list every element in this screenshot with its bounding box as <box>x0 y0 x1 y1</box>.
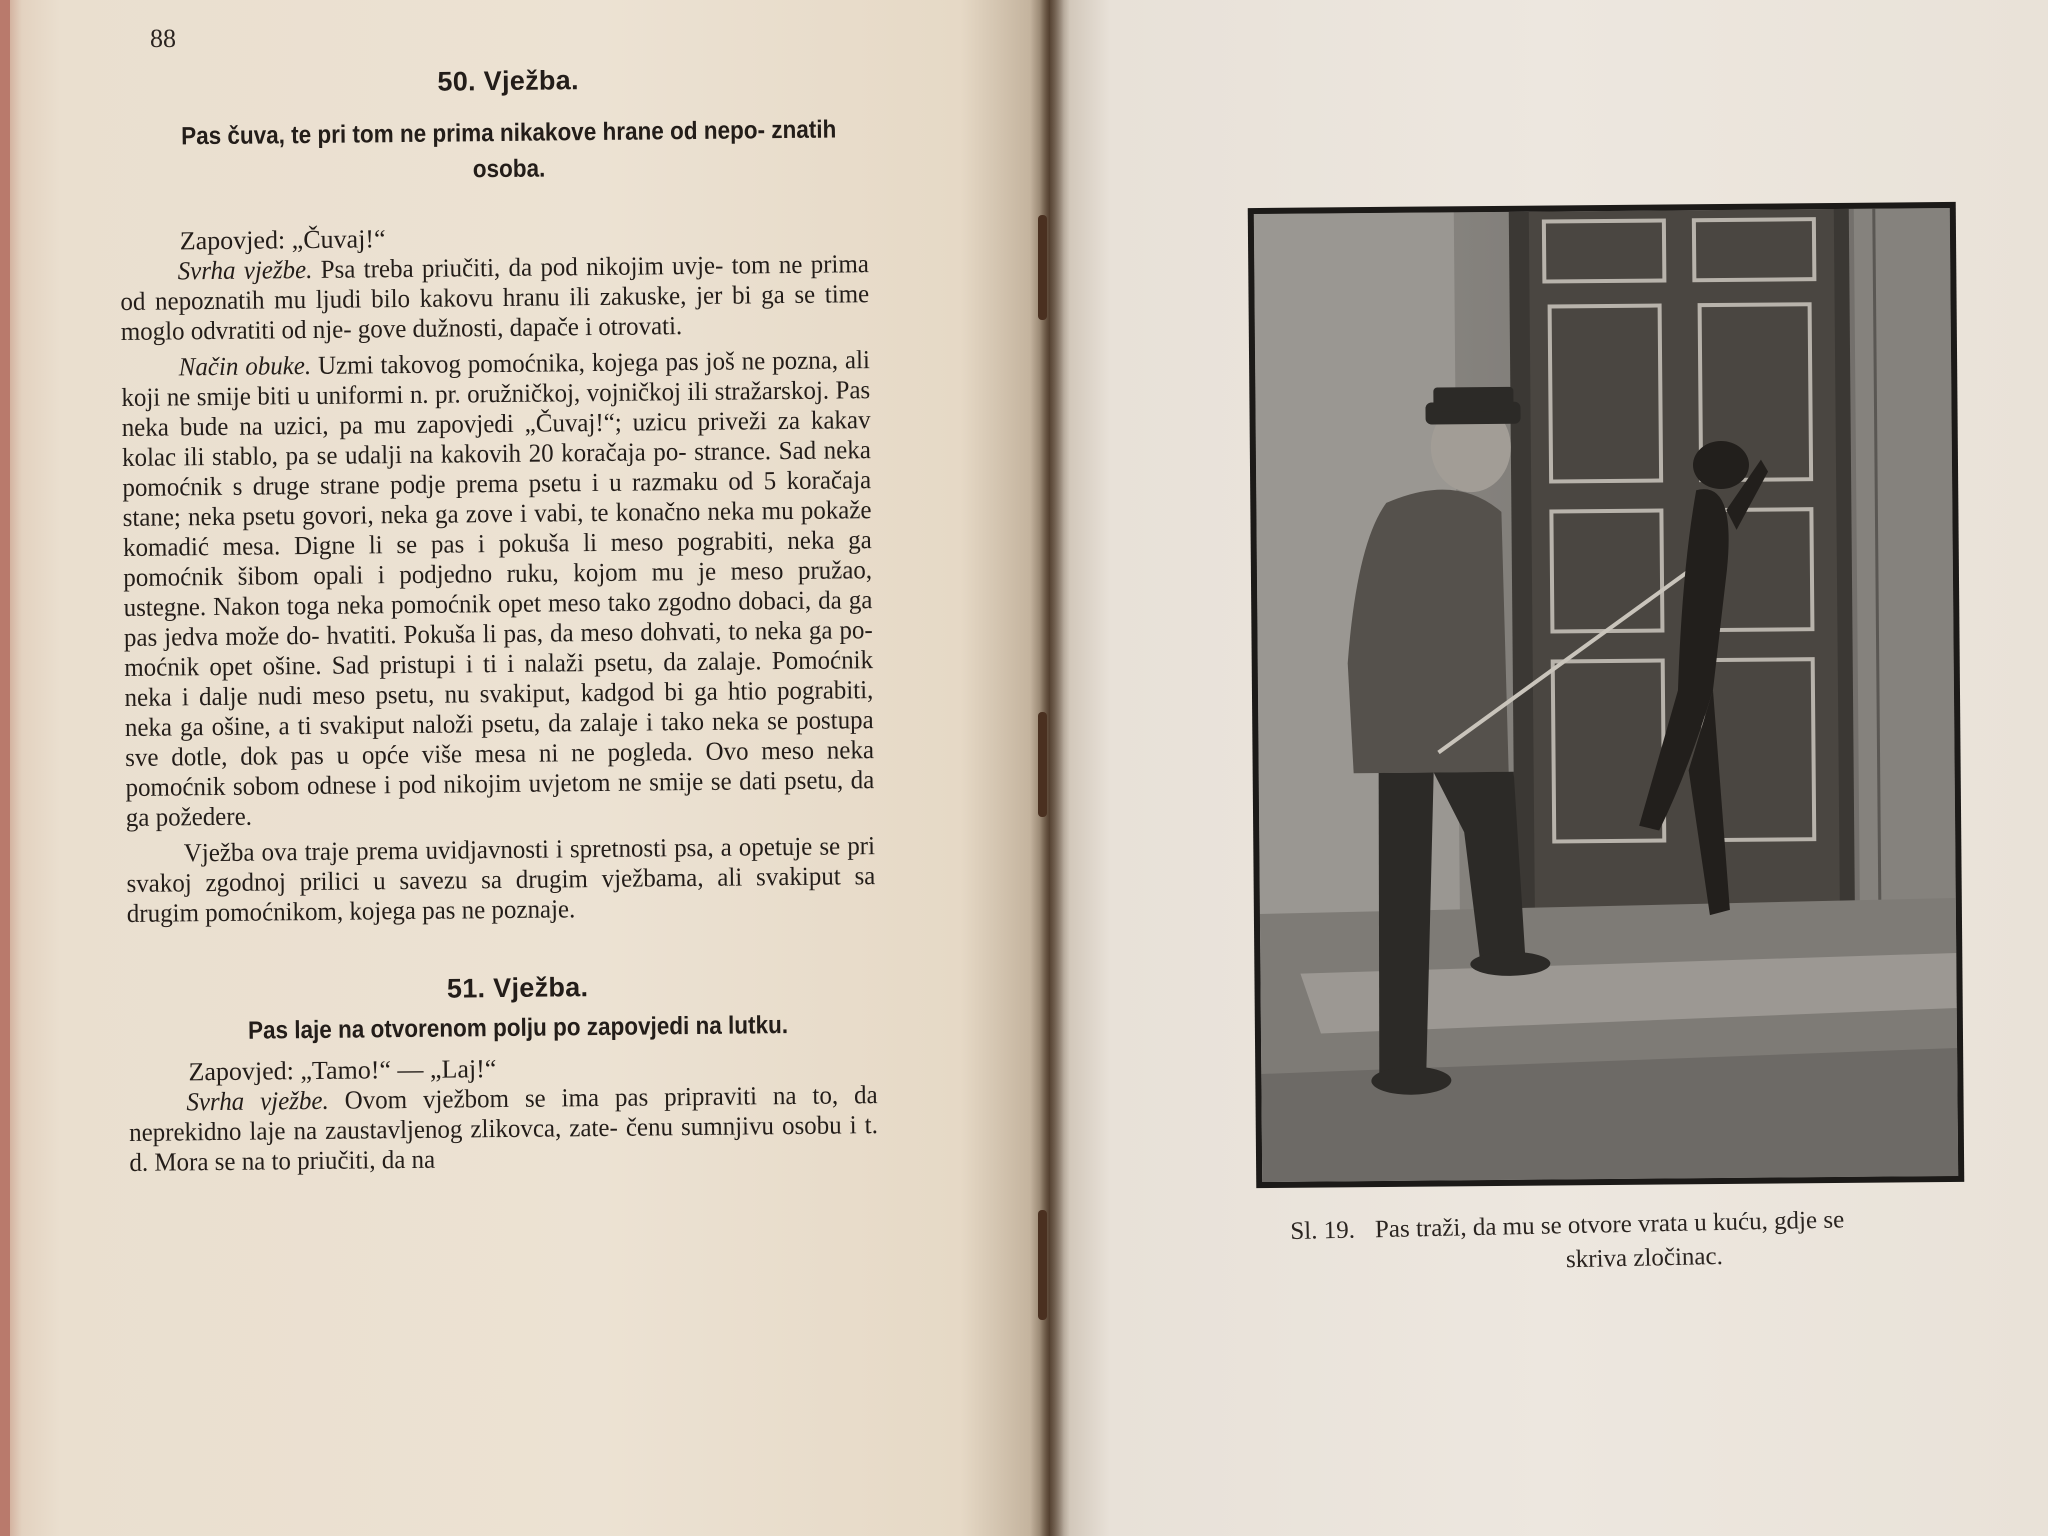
page-number: 88 <box>150 24 176 53</box>
section-51-command: Zapovjed: „Tamo!“ — „Laj!“ <box>188 1054 497 1087</box>
left-page-text <box>118 62 910 1178</box>
figure-photo <box>1248 202 1965 1188</box>
binding-stitch <box>1038 712 1047 817</box>
caption-label: Sl. 19. <box>1290 1216 1356 1245</box>
purpose-label: Svrha vježbe. <box>177 254 313 286</box>
purpose-text: Psa treba priučiti, da pod nikojim uvje- tom ne prima od nepoznatih mu ljudi bilo kakovu hranu ili zakuske, jer bi ga se time moglo odvratiti od nje- gove dužnosti, dapače i otrovati. <box>120 249 870 346</box>
purpose-text: Ovom vježbom se ima pas pripraviti na to, da neprekidno laje na zaustavljenog zlikovca, zate- čenu sumnjivu osobu i t. d. Mora se na to priučiti, da na <box>128 1080 879 1177</box>
section-50-method <box>121 345 875 833</box>
section-50-purpose <box>120 249 870 347</box>
binding-stitch <box>1038 215 1047 320</box>
photo-image <box>1254 208 1958 1182</box>
binding-stitch <box>1038 1210 1047 1320</box>
photo-illustration <box>1254 208 1958 1182</box>
section-50-heading: 50. Vježba. <box>437 65 579 97</box>
page-edge <box>0 0 10 1536</box>
section-50-subheading: Pas čuva, te pri tom ne prima nikakove hrane od nepo- znatih osoba. <box>180 115 837 184</box>
method-text: Uzmi takovog pomoćnika, kojega pas još ne pozna, ali koji ne smije biti u uniformi n. pr. oružničkoj, vojničkoj ili stražarskoj. Pas neka bude na uzici, pa mu zapovjedi „Čuvaj!“; uzicu priveži za kakav kolac ili stablo, pa se udalji na kakovih 20 koračaja po- strance. Sad neka pomoćnik s druge strane podje prema psetu i u razmaku od 5 koračaja stane; neka psetu govori, neka ga zove i vabi, te konačno neka mu pokaže komadić mesa. Digne li se pas i pokuša li meso pograbiti, neka ga pomoćnik šibom opali i podjedno ruku, kojom mu je meso pružao, ustegne. Nakon toga neka pomoćnik opet meso tako zgodno dobaci, da ga pas jedva može do- hvatiti. Pokuša li pas, da meso dohvati, to neka ga po- moćnik opet ošine. Sad pristupi i ti i nalaži psetu, da zalaje. Pomoćnik neka i dalje nudi meso psetu, nu svakiput, kadgod bi ga htio pograbiti, neka ga ošine, a ti svakiput naloži psetu, da zalaje i tako neka se postupa sve dotle, dok pas u opće više mesa ni ne pogleda. Ovo meso neka pomoćnik sobom odnese i pod nikojim uvjetom ne smije se dati psetu, da ga požedere. <box>121 345 875 832</box>
section-50-command: Zapovjed: „Čuvaj!“ <box>179 224 386 256</box>
caption-line-2: skriva zločinac. <box>1565 1242 1724 1274</box>
caption-line-1: Pas traži, da mu se otvore vrata u kuću, gdje se <box>1374 1206 1845 1244</box>
section-51-purpose <box>129 1080 879 1178</box>
method-label: Način obuke. <box>178 350 312 382</box>
section-51-subheading: Pas laje na otvorenom polju po zapovjedi na lutku. <box>247 1011 789 1045</box>
purpose-label: Svrha vježbe. <box>186 1085 329 1117</box>
book-gutter <box>1030 0 1070 1536</box>
section-50-closing: Vježba ova traje prema uvidjavnosti i spretnosti psa, a opetuje se pri svakoj zgodnoj prilici u savezu sa drugim vježbama, ali svakiput sa drugim pomoćnikom, kojega pas ne poznaje. <box>126 831 876 928</box>
section-51-heading: 51. Vježba. <box>446 972 589 1004</box>
